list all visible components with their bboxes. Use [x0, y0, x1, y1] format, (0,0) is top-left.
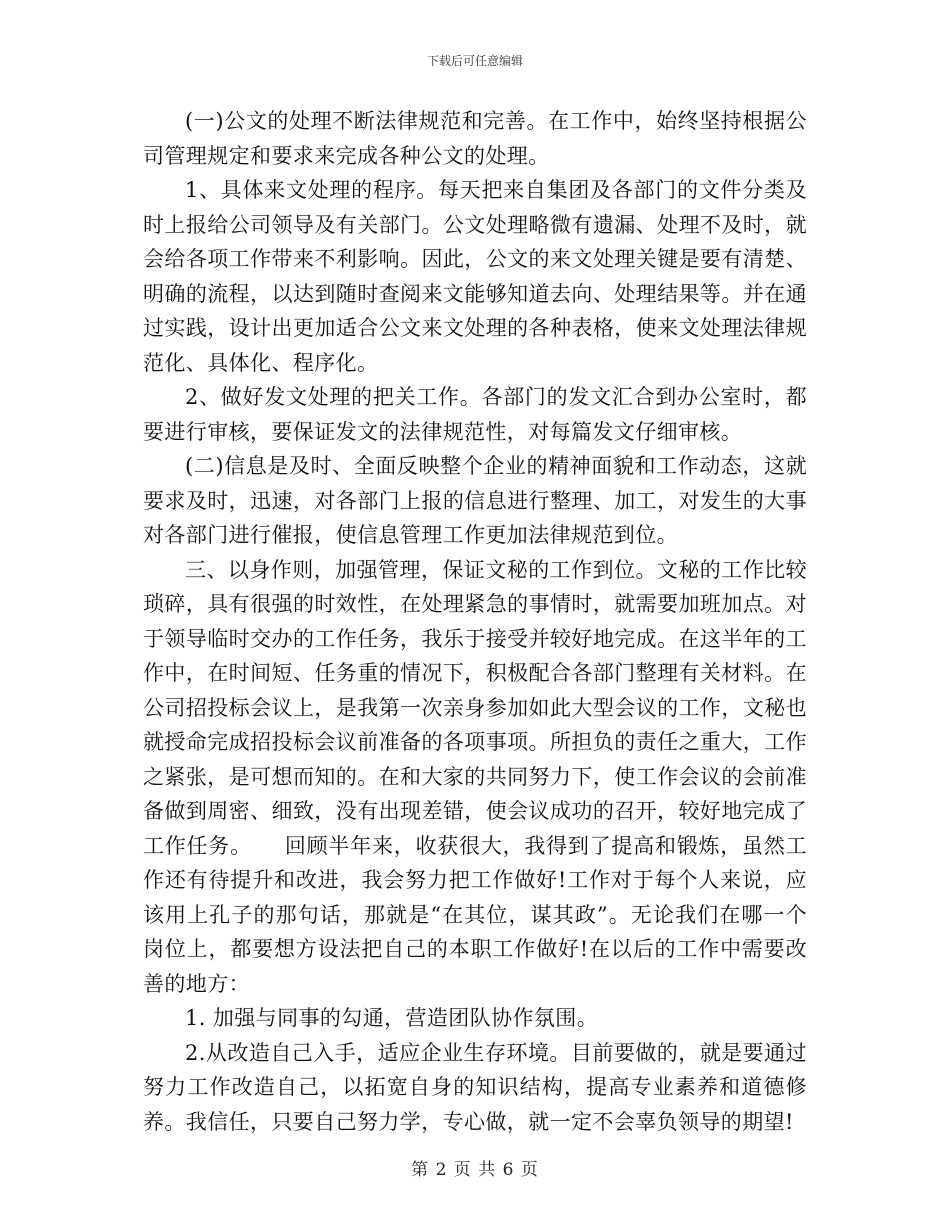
paragraph-lead-by-example: 三、以身作则，加强管理，保证文秘的工作到位。文秘的工作比较琐碎，具有很强的时效性，在处理紧急的事情时，就需要加班加点。对于领导临时交办的工作任务，我乐于接受并较好地完成。在这半年的工作中，在时间短、任务重的情况下，积极配合各部门整理有关材料。在公司招投标会议上，是我第一次亲身参加如此大型会议的工作，文秘也就授命完成招投标会议前准备的各项事项。所担负的责任之重大，工作之紧张，是可想而知的。在和大家的共同努力下，使工作会议的会前准备做到周密、细致，没有出现差错，使会议成功的召开，较好地完成了工作任务。 回顾半年来，收获很大，我得到了提高和锻炼，虽然工作还有待提升和改进，我会努力把工作做好!工作对于每个人来说，应该用上孔子的那句话，那就是“在其位，谋其政”。无论我们在哪一个岗位上，都要想方设法把自己的本职工作做好!在以后的工作中需要改善的地方： [143, 557, 807, 996]
paragraph-document-handling: (一)公文的处理不断法律规范和完善。在工作中，始终坚持根据公司管理规定和要求来完成各种公文的处理。 [143, 109, 807, 168]
document-body [143, 104, 807, 1139]
paragraph-information: (二)信息是及时、全面反映整个企业的精神面貌和工作动态，这就要求及时，迅速，对各部门上报的信息进行整理、加工，对发生的大事对各部门进行催报，使信息管理工作更加法律规范到位。 [143, 454, 807, 547]
page-header: 下载后可任意编辑 [426, 54, 523, 68]
paragraph-outgoing-review: 2、做好发文处理的把关工作。各部门的发文汇合到办公室时，都要进行审核，要保证发文的法律规范性，对每篇发文仔细审核。 [143, 385, 807, 444]
paragraph-improvement-1: 1. 加强与同事的勾通，营造团队协作氛围。 [185, 1006, 599, 1030]
page-number: 第 2 页 共 6 页 [411, 1160, 539, 1180]
paragraph-improvement-2: 2.从改造自己入手，适应企业生存环境。目前要做的，就是要通过努力工作改造自己，以拓宽自身的知识结构，提高专业素养和道德修养。我信任，只要自己努力学，专心做，就一定不会辜负领导的期望! [143, 1040, 807, 1134]
paragraph-incoming-procedure: 1、具体来文处理的程序。每天把来自集团及各部门的文件分类及时上报给公司领导及有关部门。公文处理略微有遗漏、处理不及时，就会给各项工作带来不利影响。因此，公文的来文处理关键是要有清楚、明确的流程，以达到随时查阅来文能够知道去向、处理结果等。并在通过实践，设计出更加适合公文来文处理的各种表格，使来文处理法律规范化、具体化、程序化。 [143, 178, 807, 375]
